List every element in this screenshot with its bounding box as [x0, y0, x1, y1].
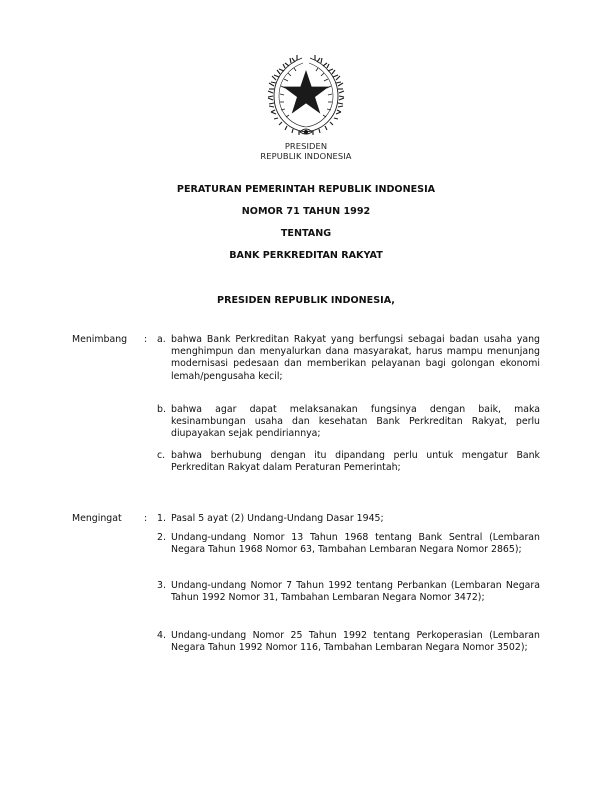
item-marker: 3.: [157, 580, 166, 591]
menimbang-item-b: [157, 404, 540, 441]
preamble-heading: PRESIDEN REPUBLIK INDONESIA,: [217, 295, 395, 306]
letterhead-president: PRESIDEN: [284, 141, 328, 151]
regulation-subject: BANK PERKREDITAN RAKYAT: [229, 250, 383, 261]
item-marker: a.: [157, 334, 166, 345]
item-marker: 4.: [157, 630, 166, 641]
item-text: bahwa berhubung dengan itu dipandang perlu untuk mengatur Bank Perkreditan Rakyat dalam Peraturan Pemerintah;: [171, 450, 540, 474]
item-text: bahwa Bank Perkreditan Rakyat yang berfungsi sebagai badan usaha yang menghimpun dan menyalurkan dana masyarakat, harus mampu menunjang modernisasi pedesaan dan memberikan pelayanan bagi golongan ekonomi lemah/pengusaha kecil;: [171, 334, 540, 382]
mengingat-item-1: [157, 513, 540, 525]
mengingat-colon: :: [144, 513, 148, 524]
regulation-number: NOMOR 71 TAHUN 1992: [241, 206, 371, 217]
item-marker: c.: [157, 450, 166, 461]
mengingat-item-3: [157, 580, 540, 604]
mengingat-item-2: [157, 532, 540, 556]
mengingat-label: Mengingat: [72, 513, 122, 524]
item-marker: b.: [157, 404, 166, 415]
item-marker: 1.: [157, 513, 166, 524]
mengingat-item-4: [157, 630, 540, 654]
item-text: Undang-undang Nomor 25 Tahun 1992 tentang Perkoperasian (Lembaran Negara Tahun 1992 Nomor 116, Tambahan Lembaran Negara Nomor 3502);: [171, 630, 540, 654]
regulation-about-label: TENTANG: [280, 228, 332, 239]
item-marker: 2.: [157, 532, 166, 543]
item-text: Pasal 5 ayat (2) Undang-Undang Dasar 1945;: [171, 513, 384, 524]
item-text: bahwa agar dapat melaksanakan fungsinya dengan baik, maka kesinambungan usaha dan kesehatan Bank Perkreditan Rakyat, perlu diupayakan sejak pendiriannya;: [171, 404, 540, 440]
menimbang-colon: :: [144, 334, 148, 345]
letterhead-republic: REPUBLIK INDONESIA: [260, 151, 352, 161]
regulation-title: PERATURAN PEMERINTAH REPUBLIK INDONESIA: [176, 184, 436, 195]
presidential-seal-icon: [266, 52, 346, 138]
menimbang-item-a: [157, 334, 540, 383]
item-text: Undang-undang Nomor 13 Tahun 1968 tentang Bank Sentral (Lembaran Negara Tahun 1968 Nomor 63, Tambahan Lembaran Negara Nomor 2865);: [171, 532, 540, 556]
item-text: Undang-undang Nomor 7 Tahun 1992 tentang Perbankan (Lembaran Negara Tahun 1992 Nomor 31, Tambahan Lembaran Negara Nomor 3472);: [171, 580, 540, 604]
menimbang-item-c: [157, 450, 540, 474]
menimbang-label: Menimbang: [72, 334, 128, 345]
